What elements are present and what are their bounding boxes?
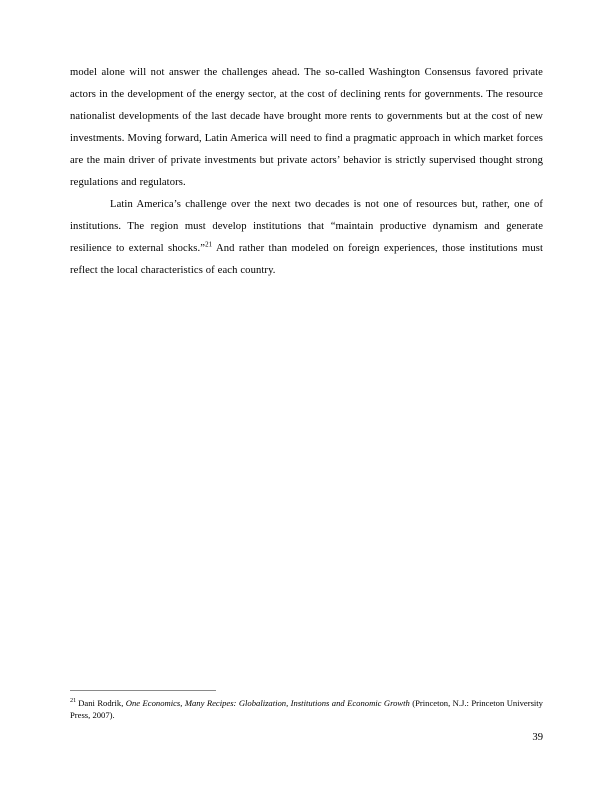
page-number: 39 — [532, 732, 543, 743]
paragraph-continuation: model alone will not answer the challenges ahead. The so-called Washington Consensus favored private actors in the development of the energy sector, at the cost of declining rents for governments. The resource nationalist developments of the last decade have brought more rents to governments but at the cost of new investments. Moving forward, Latin America will need to find a pragmatic approach in which market forces are the main driver of private investments but private actors’ behavior is strictly supervised thought strong regulations and regulators. — [70, 67, 543, 188]
footnote-number: 21 — [70, 697, 77, 705]
body-text-block — [70, 62, 543, 282]
footnote-author: Dani Rodrik, — [78, 698, 126, 708]
footnote-publication-info: (Princeton, N.J.: Princeton University Press, 2007). — [70, 698, 543, 720]
footnote-book-title: One Economics, Many Recipes: Globalization, Institutions and Economic Growth — [125, 698, 410, 708]
footnote-area — [70, 690, 543, 721]
paragraph-institutions — [70, 194, 543, 282]
paragraph-institutions-text-after-note: And rather than modeled on foreign experiences, those institutions must reflect the local characteristics of each country. — [70, 243, 543, 276]
paragraph-institutions-text-before-note: Latin America’s challenge over the next two decades is not one of resources but, rather, one of institutions. The region must develop institutions that “maintain productive dynamism and generate resilience to external shocks.” — [70, 199, 543, 254]
footnote-reference-21[interactable]: 21 — [205, 240, 213, 249]
footnote-entry-21 — [70, 698, 543, 721]
footnote-separator-rule — [70, 690, 216, 691]
